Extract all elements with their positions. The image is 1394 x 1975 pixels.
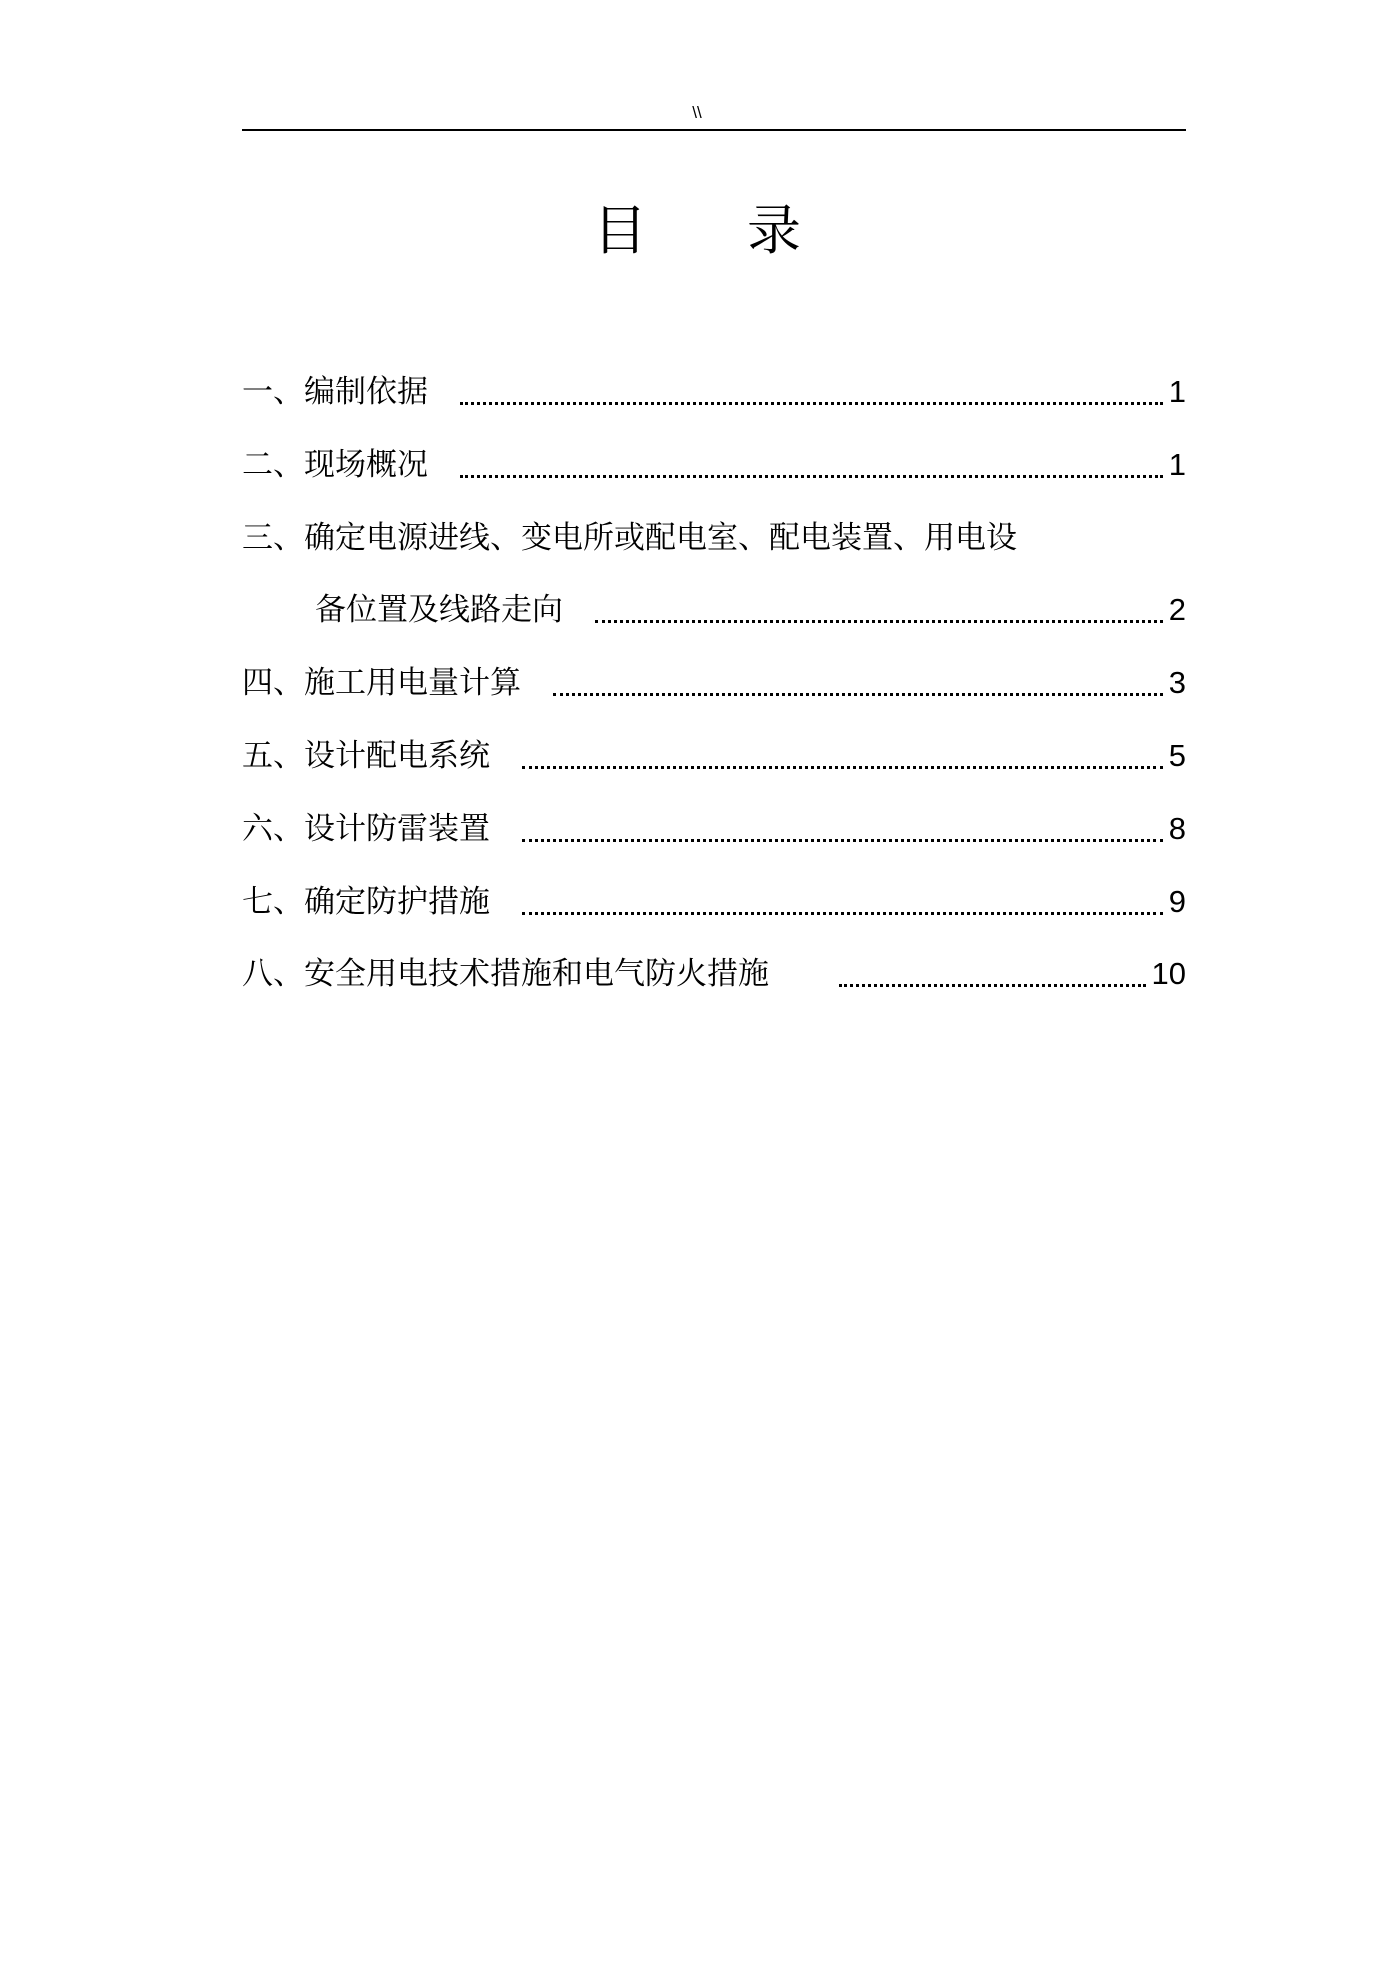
- toc-entry-label: 八、安全用电技术措施和电气防火措施: [242, 956, 769, 992]
- toc-dot-leader: [553, 693, 1163, 696]
- toc-entry-label: 六、设计防雷装置: [242, 811, 490, 847]
- header-rule: [242, 129, 1186, 131]
- toc-dot-leader: [522, 912, 1163, 915]
- toc-entry-1[interactable]: [242, 370, 1186, 414]
- toc-dot-leader: [522, 839, 1163, 842]
- toc-entry-label: 四、施工用电量计算: [242, 665, 521, 701]
- toc-dot-leader: [595, 620, 1163, 623]
- toc-page-number: 3: [1168, 665, 1186, 700]
- header-mark: \\: [692, 103, 702, 122]
- toc-entry-label: 备位置及线路走向: [315, 592, 563, 628]
- toc-entry-label: 五、设计配电系统: [242, 738, 490, 774]
- toc-entry-3-line-1[interactable]: [242, 516, 1186, 560]
- toc-entry-6[interactable]: [242, 807, 1186, 851]
- title-char-2: 录: [747, 199, 801, 262]
- toc-entry-3-line-2[interactable]: [242, 588, 1186, 632]
- toc-page-number: 1: [1168, 447, 1186, 482]
- toc-page-number: 9: [1168, 884, 1186, 919]
- toc-page-number: 10: [1151, 956, 1186, 991]
- toc-entry-2[interactable]: [242, 443, 1186, 487]
- toc-page-number: 5: [1168, 738, 1186, 773]
- toc-dot-leader: [460, 402, 1163, 405]
- toc-page-number: 1: [1168, 374, 1186, 409]
- toc-page-number: 8: [1168, 811, 1186, 846]
- page-title: [0, 196, 1394, 266]
- toc-entry-label: 一、编制依据: [242, 374, 428, 410]
- toc-page-number: 2: [1168, 592, 1186, 627]
- toc-entry-label: 二、现场概况: [242, 447, 428, 483]
- toc-dot-leader: [839, 984, 1146, 987]
- toc-entry-label: 三、确定电源进线、变电所或配电室、配电装置、用电设: [242, 520, 1017, 556]
- title-char-1: 目: [593, 199, 647, 262]
- toc-dot-leader: [460, 475, 1163, 478]
- toc-entry-5[interactable]: [242, 734, 1186, 778]
- toc-entry-label: 七、确定防护措施: [242, 884, 490, 920]
- toc-dot-leader: [522, 766, 1163, 769]
- toc-entry-7[interactable]: [242, 880, 1186, 924]
- toc-entry-4[interactable]: [242, 661, 1186, 705]
- toc-entry-8[interactable]: [242, 952, 1186, 996]
